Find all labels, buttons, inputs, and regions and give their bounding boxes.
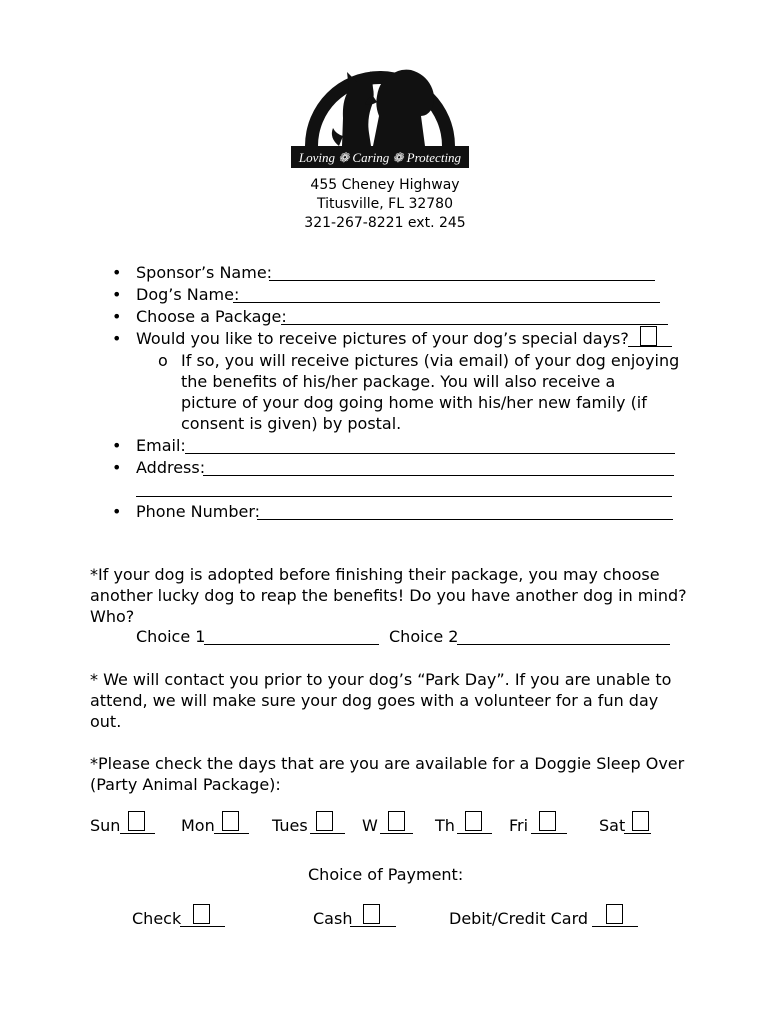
day-sun-checkbox[interactable] xyxy=(128,811,145,831)
email-field[interactable] xyxy=(185,453,675,454)
day-fri-label: Fri xyxy=(509,816,529,835)
pay-card-label: Debit/Credit Card xyxy=(449,909,589,928)
phone-label: Phone Number: xyxy=(136,502,261,521)
day-th-checkbox[interactable] xyxy=(465,811,482,831)
day-sun-label: Sun xyxy=(90,816,121,835)
day-tues-checkbox[interactable] xyxy=(316,811,333,831)
pictures-label: Would you like to receive pictures of your dog’s special days? xyxy=(136,329,629,348)
day-w-label: W xyxy=(362,816,378,835)
pay-check-checkbox[interactable] xyxy=(193,904,210,924)
payment-title: Choice of Payment: xyxy=(308,865,464,884)
park-line-1: * We will contact you prior to your dog’s “Park Day”. If you are unable to xyxy=(90,670,672,689)
address-line-1: 455 Cheney Highway xyxy=(310,177,460,193)
package-label: Choose a Package: xyxy=(136,307,287,326)
phone-field[interactable] xyxy=(257,519,673,520)
day-mon-label: Mon xyxy=(181,816,215,835)
rescue-logo xyxy=(287,38,473,170)
pay-check-line xyxy=(180,926,225,927)
choice-1-field[interactable] xyxy=(204,644,379,645)
day-tues-line xyxy=(310,833,345,834)
choice-2-label: Choice 2 xyxy=(389,627,459,646)
pay-card-checkbox[interactable] xyxy=(606,904,623,924)
logo-tagline: Loving ❁ Caring ❁ Protecting xyxy=(298,150,462,165)
pay-check-label: Check xyxy=(132,909,182,928)
adopted-line-2: another lucky dog to reap the benefits! Do you have another dog in mind? xyxy=(90,586,687,605)
choice-1-label: Choice 1 xyxy=(136,627,206,646)
day-w-checkbox[interactable] xyxy=(388,811,405,831)
day-fri-line xyxy=(531,833,567,834)
dog-label: Dog’s Name: xyxy=(136,285,240,304)
pay-cash-line xyxy=(350,926,396,927)
pictures-checkbox[interactable] xyxy=(640,326,657,346)
day-th-line xyxy=(457,833,492,834)
address-field-1[interactable] xyxy=(203,475,674,476)
address-field-2[interactable] xyxy=(136,496,672,497)
pictures-note-4: consent is given) by postal. xyxy=(181,414,402,433)
pictures-line xyxy=(628,346,672,347)
adopted-line-3: Who? xyxy=(90,607,135,626)
day-tues-label: Tues xyxy=(272,816,308,835)
choice-2-field[interactable] xyxy=(457,644,670,645)
park-line-3: out. xyxy=(90,712,122,731)
pay-cash-checkbox[interactable] xyxy=(363,904,380,924)
sleepover-line-1: *Please check the days that are you are available for a Doggie Sleep Over xyxy=(90,754,685,773)
sponsor-label: Sponsor’s Name: xyxy=(136,263,273,282)
day-sun-line xyxy=(120,833,155,834)
day-mon-checkbox[interactable] xyxy=(222,811,239,831)
adopted-line-1: *If your dog is adopted before finishing their package, you may choose xyxy=(90,565,660,584)
address-line-2: Titusville, FL 32780 xyxy=(317,196,453,212)
day-sat-label: Sat xyxy=(599,816,626,835)
day-fri-checkbox[interactable] xyxy=(539,811,556,831)
sponsor-name-field[interactable] xyxy=(269,280,655,281)
dog-name-field[interactable] xyxy=(233,302,660,303)
address-label: Address: xyxy=(136,458,206,477)
pay-card-line xyxy=(592,926,638,927)
address-line-3: 321-267-8221 ext. 245 xyxy=(304,215,466,231)
day-mon-line xyxy=(214,833,249,834)
sleepover-line-2: (Party Animal Package): xyxy=(90,775,281,794)
email-label: Email: xyxy=(136,436,186,455)
package-field[interactable] xyxy=(281,324,668,325)
pictures-note-2: the benefits of his/her package. You will also receive a xyxy=(181,372,616,391)
day-th-label: Th xyxy=(435,816,455,835)
day-sat-checkbox[interactable] xyxy=(632,811,649,831)
park-line-2: attend, we will make sure your dog goes with a volunteer for a fun day xyxy=(90,691,659,710)
pictures-note-3: picture of your dog going home with his/her new family (if xyxy=(181,393,647,412)
day-w-line xyxy=(380,833,413,834)
pay-cash-label: Cash xyxy=(313,909,353,928)
day-sat-line xyxy=(624,833,651,834)
